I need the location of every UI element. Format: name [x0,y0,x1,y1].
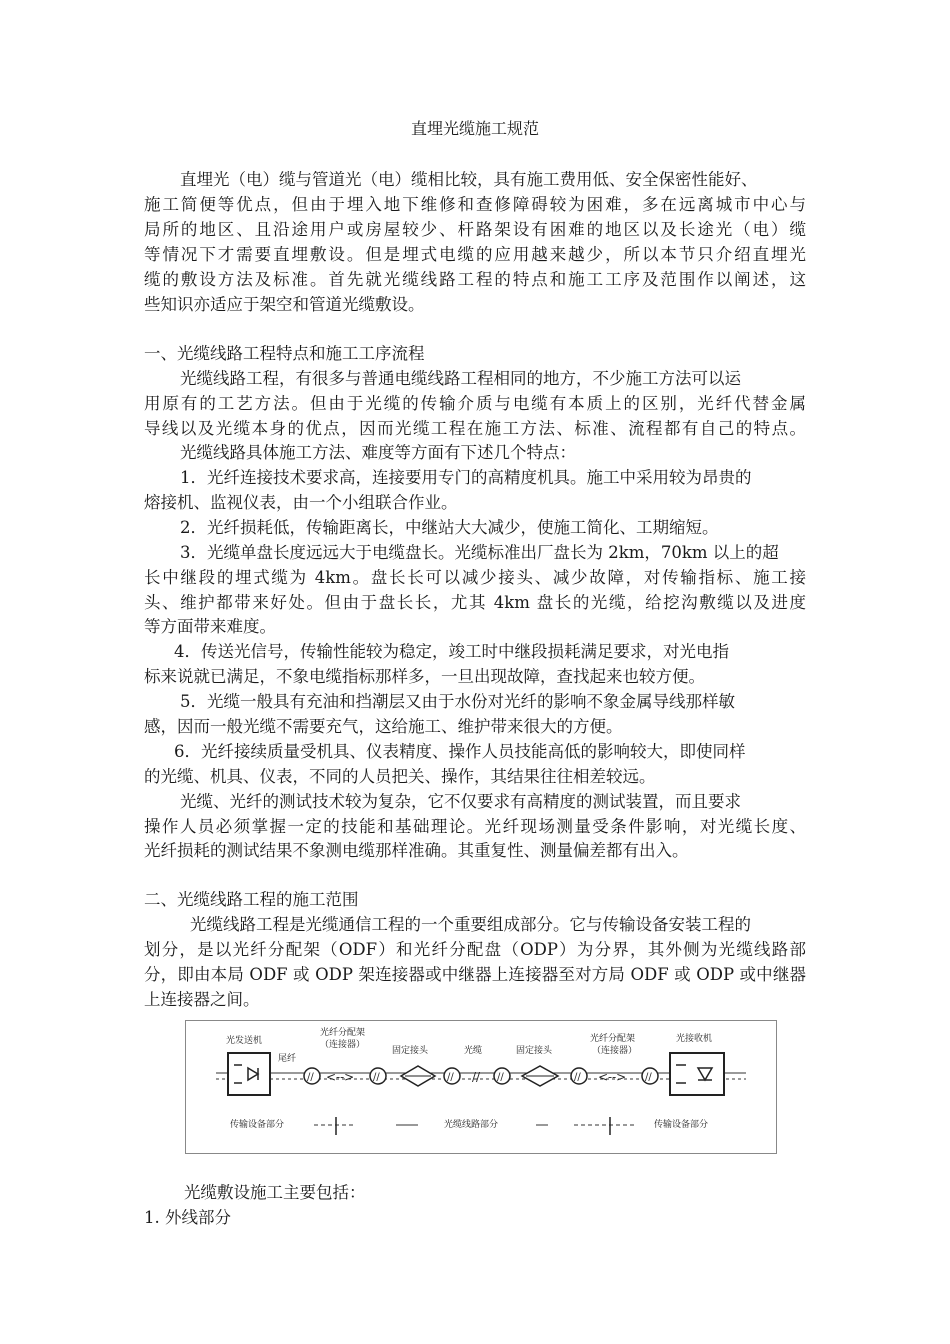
paragraph-line: 导线以及光缆本身的优点，因而光缆工程在施工方法、标准、流程都有自己的特点。 [144,419,806,438]
svg-text://: // [472,1070,481,1084]
svg-text://: // [645,1072,652,1083]
paragraph-line: 的光缆、机具、仪表，不同的人员把关、操作，其结果往往相差较远。 [144,767,656,786]
cable-scope-diagram [185,1020,777,1154]
transmission-equipment-label-left: 传输设备部分 [230,1120,285,1130]
left-odf-sublabel: （连接器） [320,1040,366,1050]
paragraph-line: 4．传送光信号，传输性能较为稳定，竣工时中继段损耗满足要求，对光电指 [174,642,729,661]
paragraph-line: 操作人员必须掌握一定的技能和基础理论。光纤现场测量受条件影响，对光缆长度、 [144,817,806,836]
closing-item: 1. 外线部分 [144,1208,231,1227]
paragraph-line: 光缆线路工程，有很多与普通电缆线路工程相同的地方，不少施工方法可以运 [180,369,741,388]
svg-text://: // [447,1072,454,1083]
svg-text:<-->: <--> [326,1070,355,1084]
fixed-joint-label: 固定接头 [392,1046,429,1056]
svg-text://: // [497,1072,504,1083]
fixed-joint-label: 固定接头 [516,1046,553,1056]
paragraph-line: 熔接机、监视仪表，由一个小组联合作业。 [144,493,458,512]
paragraph-line: 2．光纤损耗低，传输距离长，中继站大大减少，使施工简化、工期缩短。 [180,518,719,537]
intro-line: 等情况下才需要直埋敷设。但是埋式电缆的应用越来越少，所以本节只介绍直埋光 [144,245,806,264]
paragraph-line: 光缆线路具体施工方法、难度等方面有下述几个特点： [180,443,576,462]
transmitter-block [228,1053,270,1095]
right-odf-sublabel: （连接器） [592,1046,638,1056]
paragraph-line: 头、维护都带来好处。但由于盘长长，尤其 4km 盘长的光缆，给挖沟敷缆以及进度 [144,593,806,612]
pigtail-label: 尾纤 [278,1054,297,1064]
transmitter-label: 光发送机 [226,1036,263,1046]
paragraph-line: 标来说就已满足，不象电缆指标那样多，一旦出现故障，查找起来也较方便。 [144,667,705,686]
section-heading: 二、光缆线路工程的施工范围 [144,890,359,909]
left-odf-label: 光纤分配架 [320,1028,366,1038]
right-odf-label: 光纤分配架 [590,1034,636,1044]
paragraph-line: 等方面带来难度。 [144,617,276,636]
paragraph-line: 光纤损耗的测试结果不象测电缆那样准确。其重复性、测量偏差都有出入。 [144,841,689,860]
intro-line: 局所的地区、且沿途用户或房屋较少、杆路架设有困难的地区以及长途光（电）缆 [144,220,806,239]
svg-text://: // [307,1072,314,1083]
closing-intro: 光缆敷设施工主要包括： [184,1183,366,1202]
paragraph-line: 长中继段的埋式缆为 4km。盘长长可以减少接头、减少故障，对传输指标、施工接 [144,568,806,587]
paragraph-line: 上连接器之间。 [144,990,260,1009]
paragraph-line: 光缆线路工程是光缆通信工程的一个重要组成部分。它与传输设备安装工程的 [190,915,751,934]
intro-line: 直埋光（电）缆与管道光（电）缆相比较，具有施工费用低、安全保密性能好、 [180,170,758,189]
paragraph-line: 5．光缆一般具有充油和挡潮层又由于水份对光纤的影响不象金属导线那样敏 [180,692,735,711]
paragraph-line: 光缆、光纤的测试技术较为复杂，它不仅要求有高精度的测试装置，而且要求 [180,792,741,811]
cable-line-label: 光缆线路部分 [444,1120,499,1130]
svg-text://: // [574,1072,581,1083]
paragraph-line: 1．光纤连接技术要求高，连接要用专门的高精度机具。施工中采用较为昂贵的 [180,468,752,487]
paragraph-line: 感，因而一般光缆不需要充气，这给施工、维护带来很大的方便。 [144,717,623,736]
transmission-equipment-label-right: 传输设备部分 [654,1120,709,1130]
document-title: 直埋光缆施工规范 [410,119,539,138]
intro-line: 施工简便等优点，但由于埋入地下维修和查修障碍较为困难，多在远离城市中心与 [144,195,806,214]
svg-text://: // [373,1072,380,1083]
paragraph-line: 6．光纤接续质量受机具、仪表精度、操作人员技能高低的影响较大，即使同样 [174,742,746,761]
receiver-label: 光接收机 [676,1034,713,1044]
paragraph-line: 划分，是以光纤分配架（ODF）和光纤分配盘（ODP）为分界，其外侧为光缆线路部 [144,940,806,959]
paragraph-line: 用原有的工艺方法。但由于光缆的传输介质与电缆有本质上的区别，光纤代替金属 [144,394,806,413]
receiver-block [670,1053,724,1095]
intro-line: 些知识亦适应于架空和管道光缆敷设。 [144,295,425,314]
paragraph-line: 3．光缆单盘长度远远大于电缆盘长。光缆标准出厂盘长为 2km，70km 以上的超 [180,543,779,562]
paragraph-line: 分，即由本局 ODF 或 ODP 架连接器或中继器上连接器至对方局 ODF 或 ODP 或中继器 [144,965,806,984]
svg-text:<-->: <--> [598,1070,627,1084]
intro-line: 缆的敷设方法及标准。首先就光缆线路工程的特点和施工工序及范围作以阐述，这 [144,270,806,289]
cable-label: 光缆 [464,1046,483,1056]
section-heading: 一、光缆线路工程特点和施工工序流程 [144,344,425,363]
